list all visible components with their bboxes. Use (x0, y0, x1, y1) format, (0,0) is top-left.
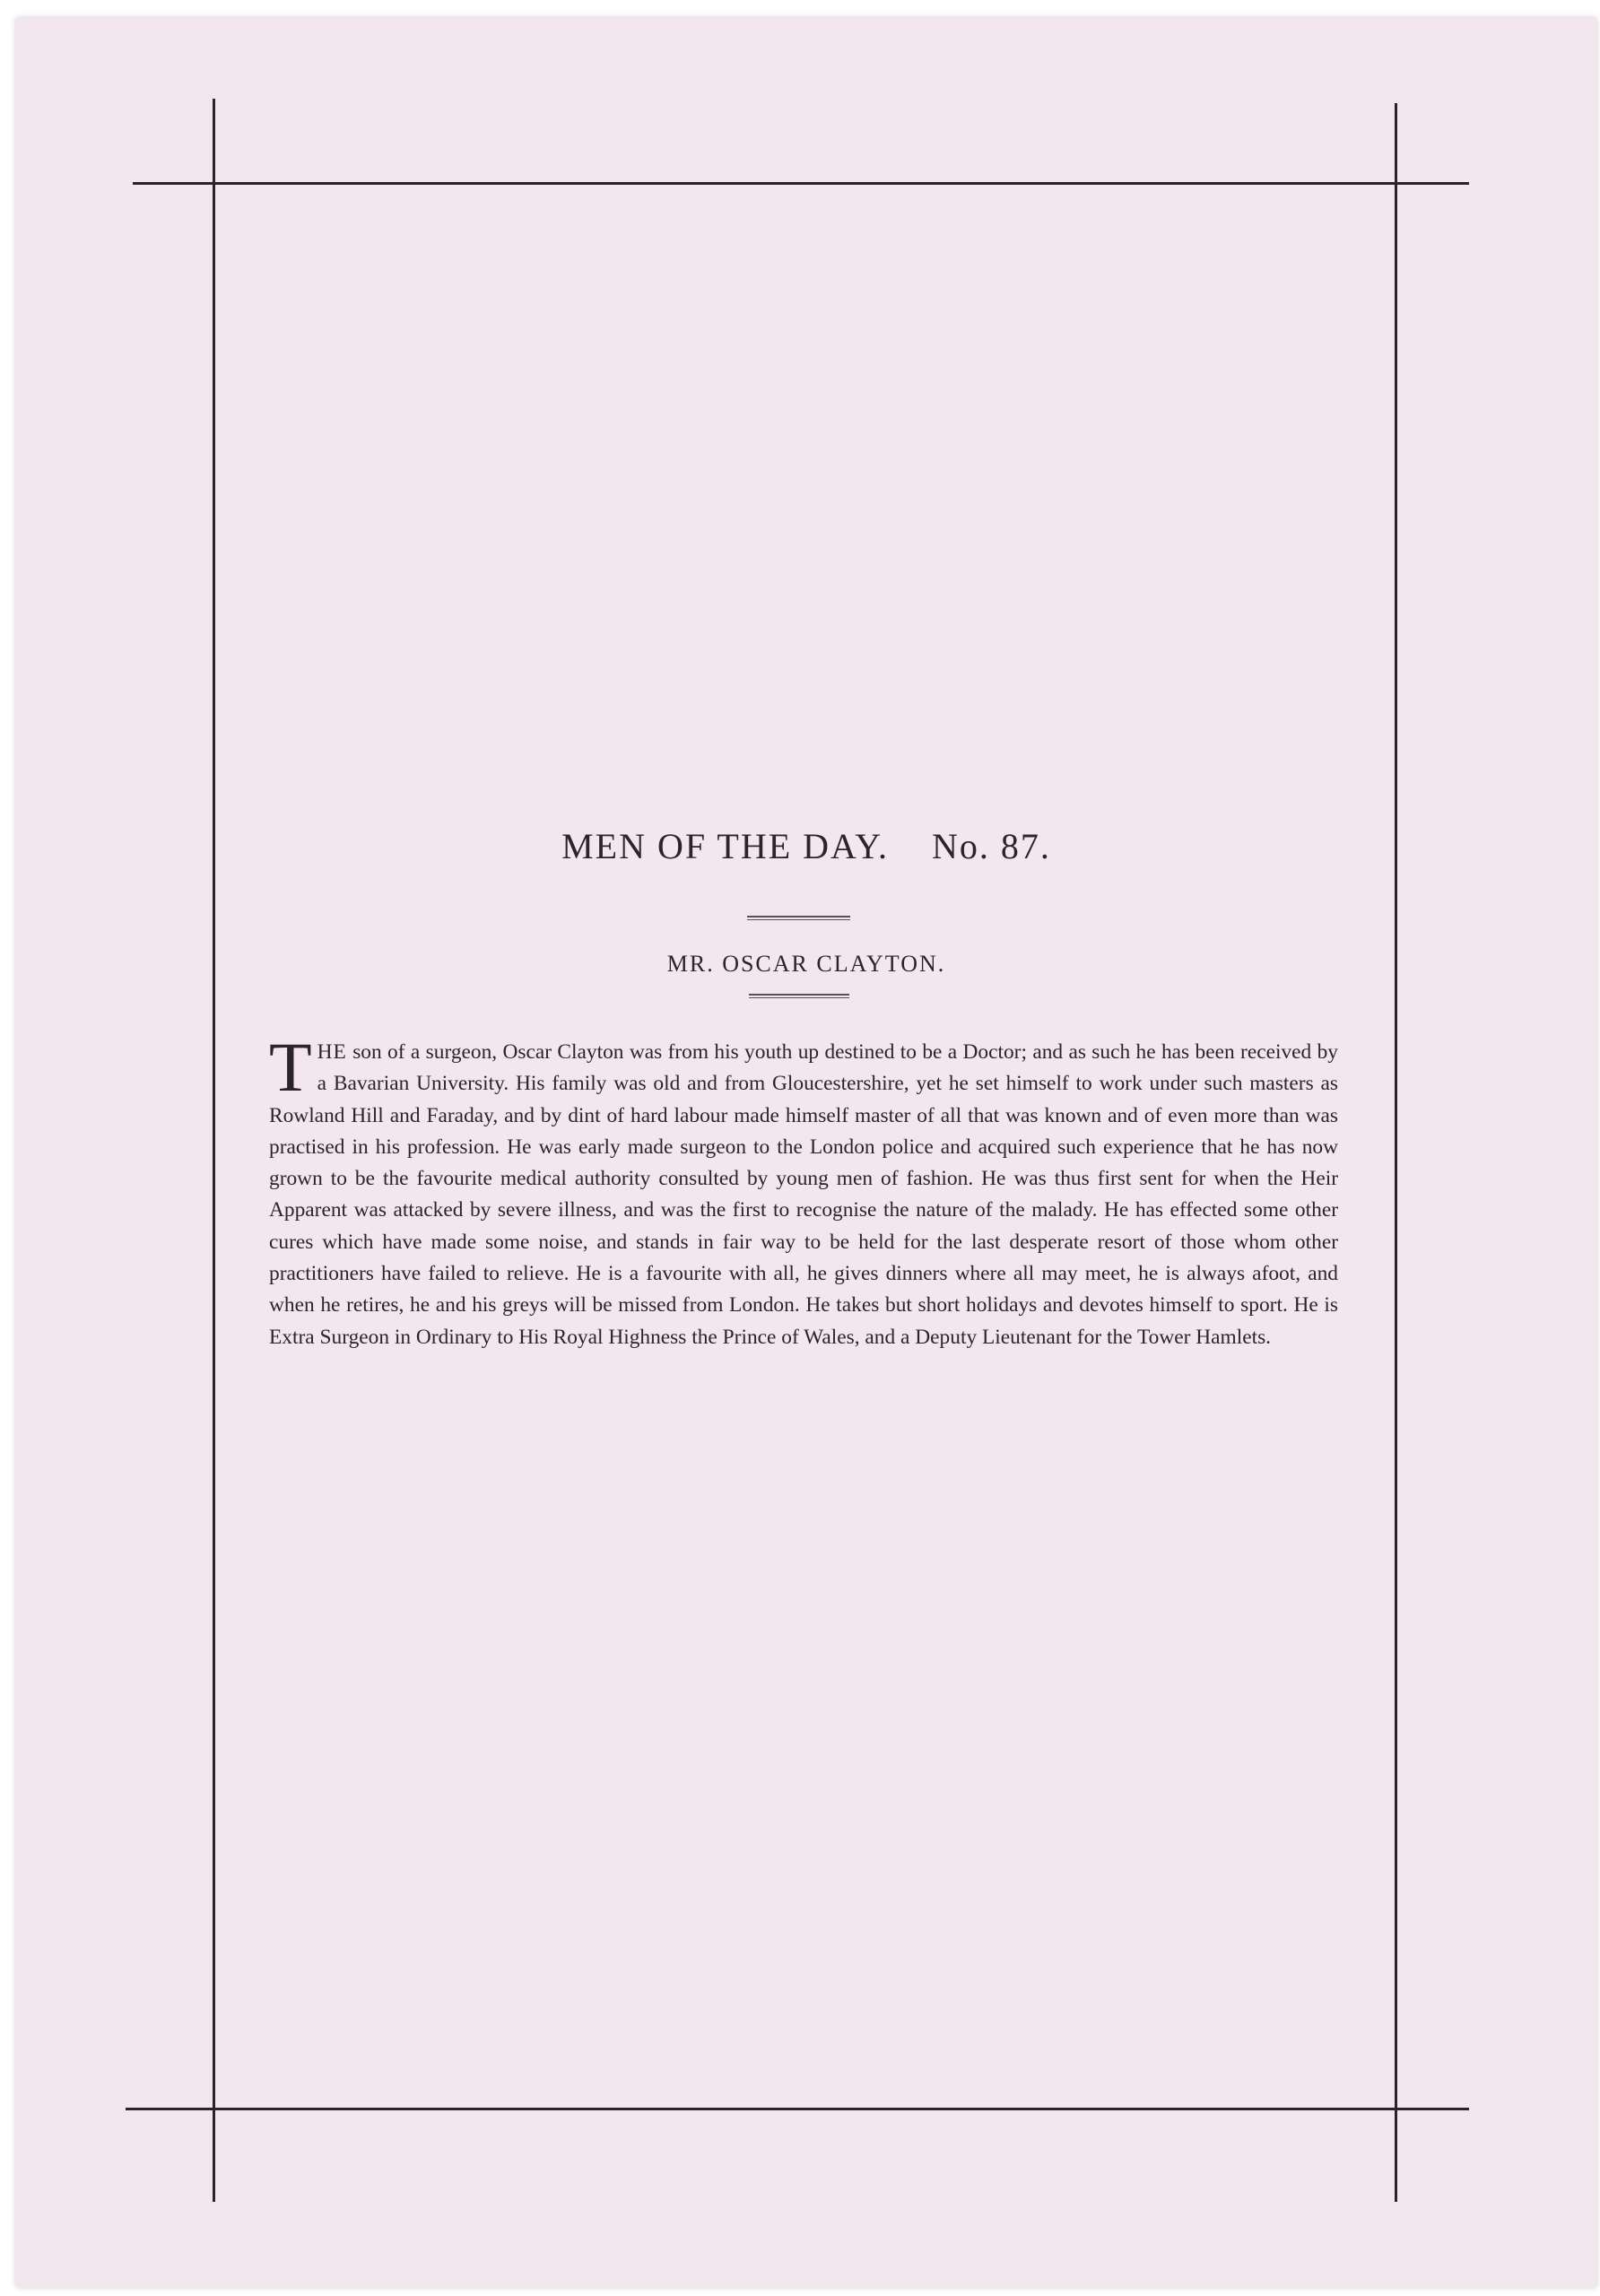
ornament-rule-top (747, 916, 850, 920)
page-sheet (16, 18, 1596, 2287)
article-text: son of a surgeon, Oscar Clayton was from his youth up destined to be a Doctor; and as such he has been received by a Bavarian University. His family was old and from Gloucestershire, yet he set himself to work under such masters as Rowland Hill and Faraday, and by dint of hard labour made himself master of all that was known and of even more than was practised in his profession. He was early made surgeon to the London police and acquired such experience that he has now grown to be the favourite medical authority consulted by young men of fashion. He was thus first sent for when the Heir Apparent was attacked by severe illness, and was the first to recognise the nature of the malady. He has effected some other cures which have made some noise, and stands in fair way to be held for the last desperate resort of those whom other practitioners have failed to relieve. He is a favourite with all, he gives dinners where all may meet, he is always afoot, and when he retires, he and his greys will be missed from London. He takes but short holidays and devotes himself to sport. He is Extra Surgeon in Ordinary to His Royal Highness the Prince of Wales, and a Deputy Lieutenant for the Tower Hamlets. (269, 1040, 1338, 1349)
first-word-rest: HE (317, 1040, 347, 1064)
page-heading (16, 825, 1596, 867)
frame-bottom-rule (126, 2108, 1469, 2110)
article-body (269, 1028, 1338, 1353)
issue-number: No. 87. (932, 826, 1051, 866)
frame-right-rule (1395, 103, 1397, 2202)
frame-top-rule (133, 182, 1469, 185)
series-title: MEN OF THE DAY. (561, 826, 889, 866)
subject-title: MR. OSCAR CLAYTON. (666, 951, 946, 977)
drop-cap: T (269, 1028, 312, 1106)
frame-left-rule (213, 99, 215, 2202)
ornament-rule-bottom (749, 994, 849, 998)
